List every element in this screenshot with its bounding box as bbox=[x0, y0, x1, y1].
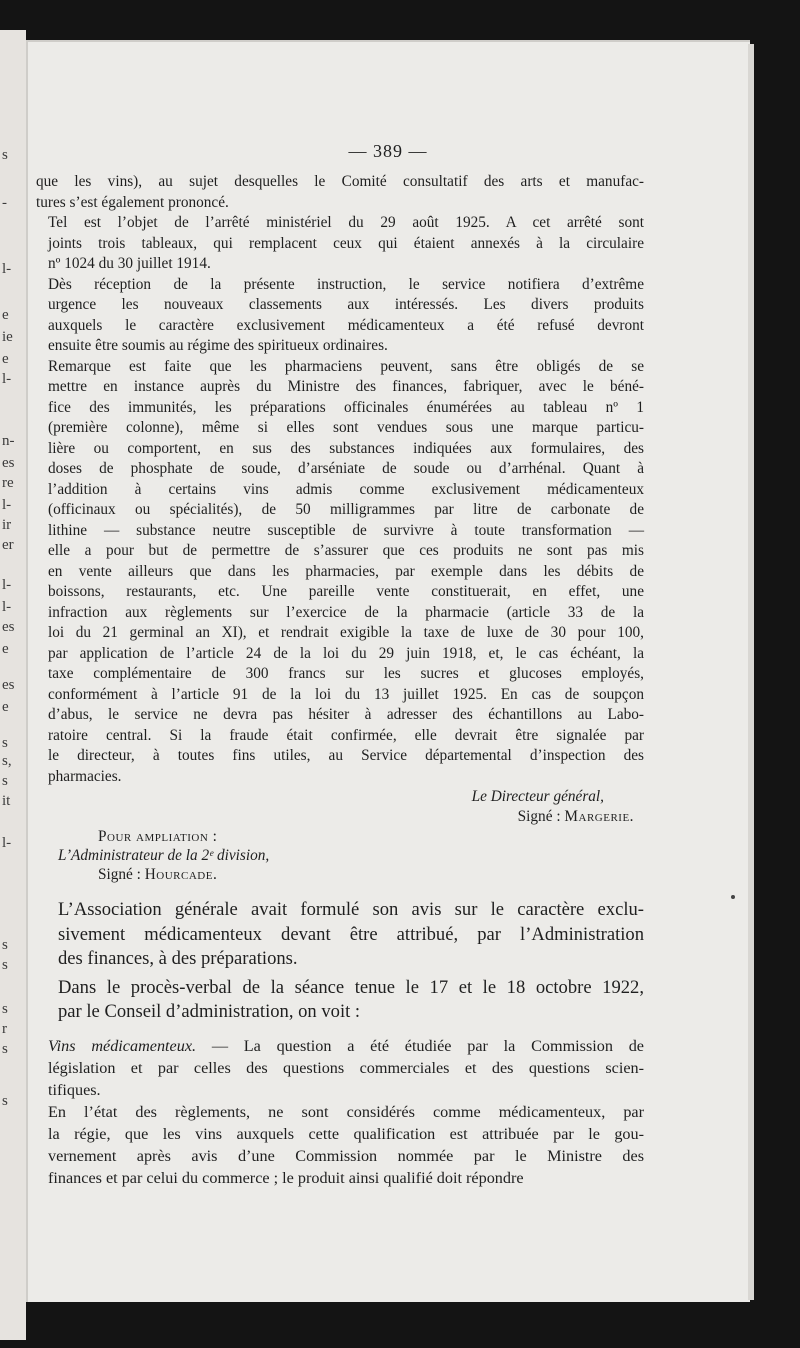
left-page-fragment: l- bbox=[2, 497, 12, 513]
text-line: le directeur, à toutes fins utiles, au Service départemental d’inspection des bbox=[48, 747, 644, 764]
speck bbox=[731, 895, 735, 899]
text-line: lithine — substance neutre susceptible de survivre à toute transformation — bbox=[48, 521, 644, 539]
text-line: Dans le procès-verbal de la séance tenue le 17 et le 18 octobre 1922, bbox=[58, 976, 644, 998]
page-content bbox=[36, 172, 644, 1189]
large-paragraph-1 bbox=[36, 898, 644, 972]
text-line: (officinaux ou spécialités), de 50 milligrammes par litre de carbonate de bbox=[48, 501, 644, 518]
left-page-fragment: ir bbox=[2, 517, 12, 533]
left-page-fragment: e bbox=[2, 351, 9, 367]
text-line: la régie, que les vins auxquels cette qualification est attribuée par le gou- bbox=[48, 1124, 644, 1143]
paragraph-4 bbox=[36, 357, 644, 788]
page-edge-shadow bbox=[748, 44, 754, 1300]
left-page-fragment: s bbox=[2, 773, 8, 789]
text-line: pharmacies. bbox=[48, 767, 122, 785]
left-page-fragment: e bbox=[2, 641, 9, 657]
ampliation-block bbox=[36, 827, 644, 884]
left-page-fragment: l- bbox=[2, 371, 12, 387]
left-page-fragment: r bbox=[2, 1021, 7, 1037]
director-signature bbox=[36, 787, 644, 827]
left-page-fragment: l- bbox=[2, 835, 12, 851]
left-page-fragment: l- bbox=[2, 577, 12, 593]
text-line: d’abus, le service ne devra pas hésiter à adresser des échantillons au Labo- bbox=[48, 706, 644, 723]
left-page-fragment: es bbox=[2, 619, 15, 635]
text-line: que les vins), au sujet desquelles le Comité consultatif des arts et manufac- bbox=[36, 173, 644, 190]
text-line: Dès réception de la présente instruction, le service notifiera d’extrême bbox=[48, 275, 644, 293]
large-paragraph-2 bbox=[36, 976, 644, 1025]
text-line: boissons, restaurants, etc. Une pareille vente constituerait, en effet, une bbox=[48, 583, 644, 600]
text-line: urgence les nouveaux classements aux intéressés. Les divers produits bbox=[48, 296, 644, 313]
director-title: Le Directeur général, bbox=[471, 788, 604, 805]
text-line: nº 1024 du 30 juillet 1914. bbox=[48, 255, 211, 272]
director-name: Margerie. bbox=[564, 808, 634, 825]
left-page-fragment: es bbox=[2, 455, 15, 471]
text-line: Remarque est faite que les pharmaciens peuvent, sans être obligés de se bbox=[48, 357, 644, 375]
ampliation-name: Hourcade. bbox=[144, 866, 218, 883]
director-signed-prefix: Signé : bbox=[517, 808, 565, 825]
page-number: — 389 — bbox=[348, 141, 428, 161]
left-page-fragment: it bbox=[2, 793, 11, 809]
minutes-text bbox=[36, 1035, 644, 1189]
ampliation-role: L’Administrateur de la 2ᵉ division, bbox=[58, 847, 270, 864]
text-line: lière ou comportent, en sus des substances indiquées aux formulaires, des bbox=[48, 439, 644, 457]
text-line: mettre en instance auprès du Ministre des finances, fabriquer, avec le béné- bbox=[48, 378, 644, 395]
left-page-fragment: l- bbox=[2, 261, 12, 277]
text-line: finances et par celui du commerce ; le produit ainsi qualifié doit répondre bbox=[48, 1168, 524, 1187]
paragraph-1 bbox=[36, 172, 644, 213]
text-line: elle a pour but de permettre de s’assurer que ces produits ne sont pas mis bbox=[48, 542, 644, 559]
text-line: en vente ailleurs que dans les pharmacies, par exemple dans les débits de bbox=[48, 562, 644, 580]
minutes-paragraph-1 bbox=[36, 1035, 644, 1101]
text-line: vernement après avis d’une Commission nommée par le Ministre des bbox=[48, 1146, 644, 1165]
left-page-fragment: l- bbox=[2, 599, 12, 615]
text-line: tures s’est également prononcé. bbox=[36, 193, 229, 211]
text-line: l’addition à certains vins admis comme exclusivement médicamenteux bbox=[48, 480, 644, 498]
left-page-fragment: s bbox=[2, 937, 8, 953]
left-page-fragment: re bbox=[2, 475, 14, 491]
text-line: par le Conseil d’administration, on voit : bbox=[58, 1001, 361, 1022]
text-line: sivement médicamenteux devant être attribué, par l’Administration bbox=[58, 923, 644, 945]
text-line bbox=[36, 1035, 644, 1057]
left-page-fragment: - bbox=[2, 195, 7, 211]
left-page-fragment: er bbox=[2, 537, 14, 553]
left-page-fragment: es bbox=[2, 677, 15, 693]
document-page bbox=[26, 40, 750, 1302]
ampliation-signed-prefix: Signé : bbox=[98, 866, 145, 883]
left-page-fragment: n- bbox=[2, 433, 15, 449]
left-page-fragment: s bbox=[2, 735, 8, 751]
left-page-fragment: s bbox=[2, 1041, 8, 1057]
text-line: L’Association générale avait formulé son avis sur le caractère exclu- bbox=[58, 899, 644, 920]
left-page-fragment: e bbox=[2, 699, 9, 715]
text-line: tifiques. bbox=[48, 1080, 101, 1099]
left-page-fragment: s bbox=[2, 957, 8, 973]
left-page-fragment: s bbox=[2, 1093, 8, 1109]
text-line: infraction aux règlements sur l’exercice de la pharmacie (article 33 de la bbox=[48, 603, 644, 621]
ampliation-signed bbox=[98, 865, 644, 884]
minutes-paragraph-2 bbox=[36, 1101, 644, 1189]
left-page-fragment: e bbox=[2, 307, 9, 323]
text-line: fice des immunités, les préparations officinales énumérées au tableau nº 1 bbox=[48, 398, 644, 416]
paragraph-2 bbox=[36, 213, 644, 275]
text-line: loi du 21 germinal an XI), et rendrait exigible la taxe de luxe de 30 pour 100, bbox=[48, 624, 644, 641]
ampliation-heading: Pour ampliation : bbox=[98, 828, 218, 845]
text-line: par application de l’article 24 de la loi du 29 juin 1918, et, le cas échéant, la bbox=[48, 644, 644, 662]
paragraph-3 bbox=[36, 275, 644, 357]
text-line: En l’état des règlements, ne sont considérés comme médicamenteux, par bbox=[48, 1102, 644, 1121]
left-page-fragment: s bbox=[2, 1001, 8, 1017]
director-signed bbox=[36, 807, 634, 827]
text-line: doses de phosphate de soude, d’arséniate de soude ou d’arrhénal. Quant à bbox=[48, 460, 644, 477]
left-page-fragment: ie bbox=[2, 329, 13, 345]
italic-lead: Vins médicamenteux. bbox=[48, 1036, 197, 1055]
text-line: taxe complémentaire de 300 francs sur les sucres et glucoses employés, bbox=[48, 665, 644, 682]
left-page-fragment: s, bbox=[2, 753, 12, 769]
text-line: ensuite être soumis au régime des spiritueux ordinaires. bbox=[48, 337, 388, 354]
left-page-edge bbox=[0, 30, 26, 1340]
text-line: conformément à l’article 91 de la loi du 13 juillet 1925. En cas de soupçon bbox=[48, 685, 644, 703]
text-line: législation et par celles des questions commerciales et des questions scien- bbox=[48, 1058, 644, 1077]
text-line: auxquels le caractère exclusivement médicamenteux a été refusé devront bbox=[48, 316, 644, 334]
text-line: joints trois tableaux, qui remplacent ceux qui étaient annexés à la circulaire bbox=[48, 234, 644, 252]
text-line: Tel est l’objet de l’arrêté ministériel du 29 août 1925. A cet arrêté sont bbox=[48, 214, 644, 231]
association-text bbox=[36, 898, 644, 1025]
left-page-fragment: s bbox=[2, 147, 8, 163]
text-line: (première colonne), même si elles sont vendues sous une marque particu- bbox=[48, 419, 644, 436]
text-line: ratoire central. Si la fraude était confirmée, elle devrait être signalée par bbox=[48, 726, 644, 744]
circular-text bbox=[36, 172, 644, 787]
text-line: des finances, à des préparations. bbox=[58, 948, 298, 969]
text-line-rest: — La question a été étudiée par la Commission de bbox=[196, 1036, 644, 1055]
